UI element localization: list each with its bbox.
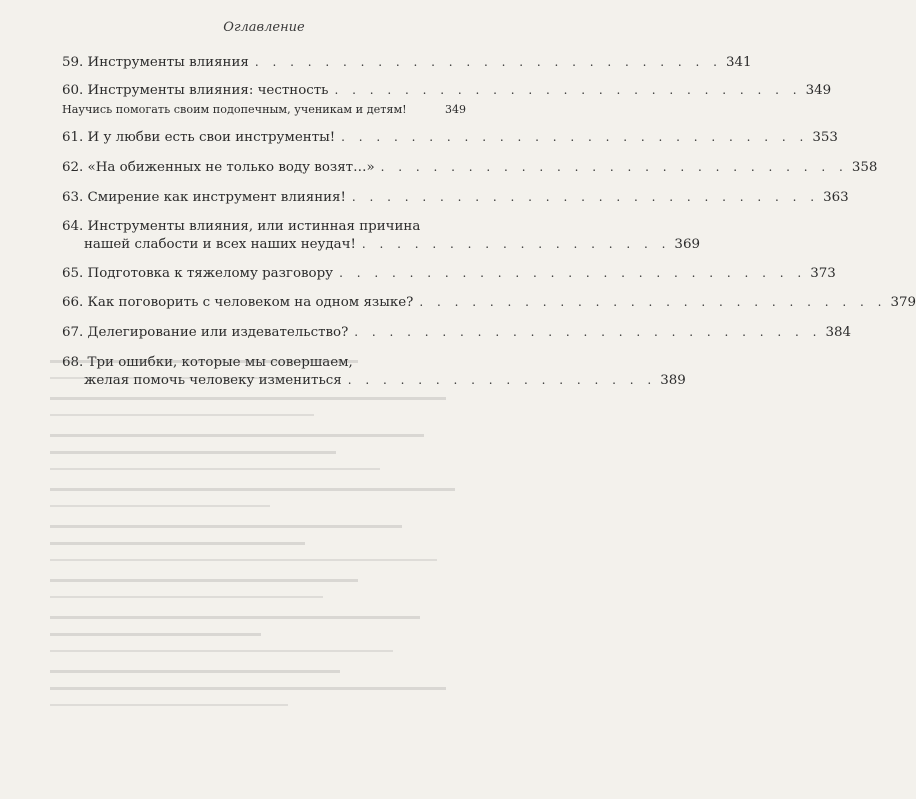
subentry-title: Научись помогать своим подопечным, ученикам и детям!: [62, 103, 407, 116]
toc-entry: [62, 354, 686, 389]
entry-title: 67. Делегирование или издевательство?: [62, 325, 349, 340]
bleed-through-texture: [50, 360, 490, 780]
page-number: 358: [851, 160, 878, 175]
entry-title: 61. И у любви есть свои инструменты!: [62, 130, 336, 145]
entry-title: 63. Смирение как инструмент влияния!: [62, 190, 346, 205]
toc-entry: [62, 129, 838, 146]
leader-dots: . . . . . . . . . . . . . . . . . . . . . . . . . . .: [380, 160, 848, 174]
leader-dots: . . . . . . . . . . . . . . . . . . . . . . . . . . .: [354, 325, 822, 339]
leader-dots: . . . . . . . . . . . . . . . . . .: [361, 237, 671, 251]
page-number: 349: [805, 83, 832, 98]
toc-entry: [62, 159, 878, 176]
toc-subentry: [62, 102, 466, 117]
entry-title: 66. Как поговорить с человеком на одном языке?: [62, 295, 414, 310]
page-number: 384: [825, 325, 852, 340]
page-number: 389: [660, 373, 686, 388]
toc-entry: [62, 82, 832, 117]
leader-dots: . . . . . . . . . . . . . . . . . .: [347, 373, 657, 387]
entry-title: 62. «На обиженных не только воду возят…»: [62, 160, 375, 175]
toc-entry: [62, 54, 752, 71]
toc-entry: [62, 265, 836, 282]
entry-title: 68. Три ошибки, которые мы совершаем,: [62, 355, 353, 370]
entry-title: 59. Инструменты влияния: [62, 55, 249, 70]
page-number: 379: [890, 295, 916, 310]
toc-entry: [62, 218, 700, 253]
page-number: 341: [726, 55, 752, 70]
page-title: Оглавление: [223, 20, 305, 35]
leader-dots: . . . . . . . . . . . . . . . . . . . . . . . . . . .: [339, 266, 807, 280]
leader-dots: . . . . . . . . . . . . . . . . . . . . . . . . . . .: [351, 190, 820, 204]
page-number: 353: [812, 130, 838, 145]
leader-dots: . . . . . . . . . . . . . . . . . . . . . . . . . . .: [341, 130, 809, 144]
entry-title: 65. Подготовка к тяжелому разговору: [62, 266, 334, 281]
toc-entry: [62, 324, 852, 341]
page-number: 349: [445, 103, 466, 116]
entry-title: 60. Инструменты влияния: честность: [62, 83, 329, 98]
leader-dots: . . . . . . . . . . . . . . . . . . . . . . . . . . .: [254, 55, 722, 69]
page-number: 363: [823, 190, 849, 205]
leader-dots: . . . . . . . . . . . . . . . . . . . . . . . . . . .: [419, 295, 887, 309]
table-of-contents: [62, 50, 916, 389]
entry-title-continued: нашей слабости и всех наших неудач!: [84, 237, 356, 252]
page-number: 369: [674, 237, 700, 252]
toc-entry: [62, 294, 916, 311]
entry-title: 64. Инструменты влияния, или истинная причина: [62, 219, 421, 234]
entry-title-continued: желая помочь человеку измениться: [84, 373, 342, 388]
leader-dots: . . . . . . . . . . . . . . . . . . . . . . . . . . .: [334, 83, 802, 97]
page-number: 373: [810, 266, 836, 281]
toc-entry: [62, 189, 849, 206]
